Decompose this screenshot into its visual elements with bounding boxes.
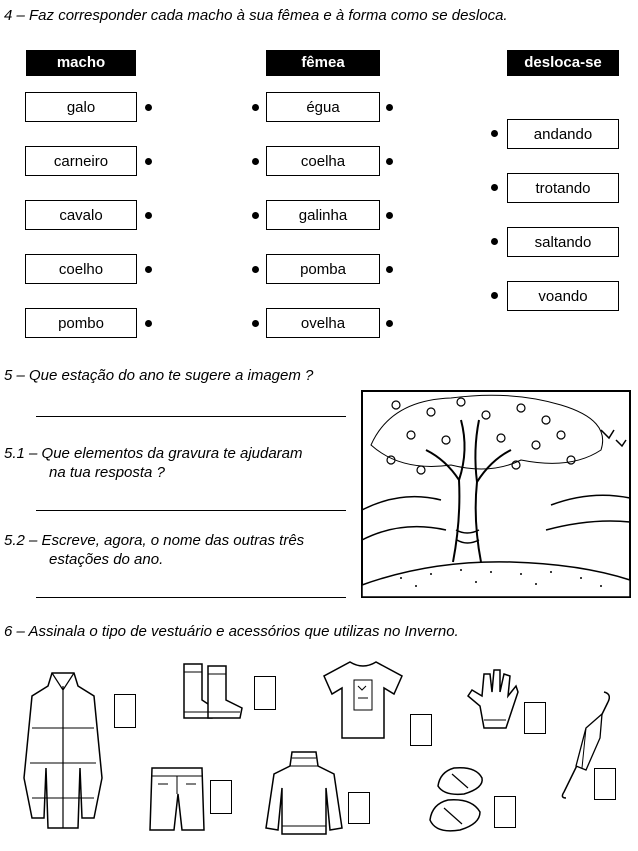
- femea-dot-right[interactable]: [386, 266, 393, 273]
- desloca-dot[interactable]: [491, 130, 498, 137]
- femea-dot-left[interactable]: [252, 320, 259, 327]
- femea-box-egua: égua: [266, 92, 380, 122]
- header-desloca-se: desloca-se: [507, 50, 619, 76]
- macho-box-cavalo: cavalo: [25, 200, 137, 230]
- macho-box-carneiro: carneiro: [25, 146, 137, 176]
- macho-box-galo: galo: [25, 92, 137, 122]
- boots-icon: [178, 660, 246, 722]
- checkbox-sweater[interactable]: [348, 792, 370, 824]
- checkbox-shorts[interactable]: [210, 780, 232, 814]
- desloca-dot[interactable]: [491, 238, 498, 245]
- macho-dot[interactable]: [145, 266, 152, 273]
- macho-dot[interactable]: [145, 104, 152, 111]
- macho-box-pombo: pombo: [25, 308, 137, 338]
- femea-dot-left[interactable]: [252, 104, 259, 111]
- checkbox-tshirt[interactable]: [410, 714, 432, 746]
- checkbox-jacket[interactable]: [114, 694, 136, 728]
- femea-dot-right[interactable]: [386, 320, 393, 327]
- spring-tree-illustration: [361, 390, 631, 598]
- desloca-box-andando: andando: [507, 119, 619, 149]
- answer-line-5[interactable]: [36, 416, 346, 417]
- sandals-icon: [424, 764, 488, 838]
- answer-line-5-1[interactable]: [36, 510, 346, 511]
- question-4-title: 4 – Faz corresponder cada macho à sua fêmea e à forma como se desloca.: [4, 7, 508, 24]
- header-femea: fêmea: [266, 50, 380, 76]
- sweater-icon: [264, 748, 344, 838]
- macho-dot[interactable]: [145, 212, 152, 219]
- femea-dot-left[interactable]: [252, 266, 259, 273]
- question-5-2-line2: estações do ano.: [49, 551, 164, 568]
- desloca-box-saltando: saltando: [507, 227, 619, 257]
- desloca-dot[interactable]: [491, 184, 498, 191]
- femea-box-galinha: galinha: [266, 200, 380, 230]
- femea-box-ovelha: ovelha: [266, 308, 380, 338]
- answer-line-5-2[interactable]: [36, 597, 346, 598]
- header-macho: macho: [26, 50, 136, 76]
- femea-dot-left[interactable]: [252, 212, 259, 219]
- tshirt-icon: [320, 658, 406, 740]
- question-5-1-line2: na tua resposta ?: [49, 464, 165, 481]
- femea-dot-right[interactable]: [386, 104, 393, 111]
- checkbox-boots[interactable]: [254, 676, 276, 710]
- question-5-1-line1: 5.1 – Que elementos da gravura te ajudaram: [4, 445, 303, 462]
- shorts-icon: [148, 764, 206, 834]
- question-5-title: 5 – Que estação do ano te sugere a imagem ?: [4, 367, 314, 384]
- checkbox-glove[interactable]: [524, 702, 546, 734]
- question-6-title: 6 – Assinala o tipo de vestuário e acessórios que utilizas no Inverno.: [4, 623, 459, 640]
- femea-dot-right[interactable]: [386, 212, 393, 219]
- femea-box-pomba: pomba: [266, 254, 380, 284]
- femea-dot-left[interactable]: [252, 158, 259, 165]
- femea-box-coelha: coelha: [266, 146, 380, 176]
- checkbox-sandals[interactable]: [494, 796, 516, 828]
- glove-icon: [464, 666, 520, 732]
- desloca-box-voando: voando: [507, 281, 619, 311]
- desloca-box-trotando: trotando: [507, 173, 619, 203]
- macho-dot[interactable]: [145, 158, 152, 165]
- question-5-2-line1: 5.2 – Escreve, agora, o nome das outras três: [4, 532, 305, 549]
- checkbox-umbrella[interactable]: [594, 768, 616, 800]
- macho-dot[interactable]: [145, 320, 152, 327]
- macho-box-coelho: coelho: [25, 254, 137, 284]
- jacket-icon: [22, 668, 104, 838]
- desloca-dot[interactable]: [491, 292, 498, 299]
- femea-dot-right[interactable]: [386, 158, 393, 165]
